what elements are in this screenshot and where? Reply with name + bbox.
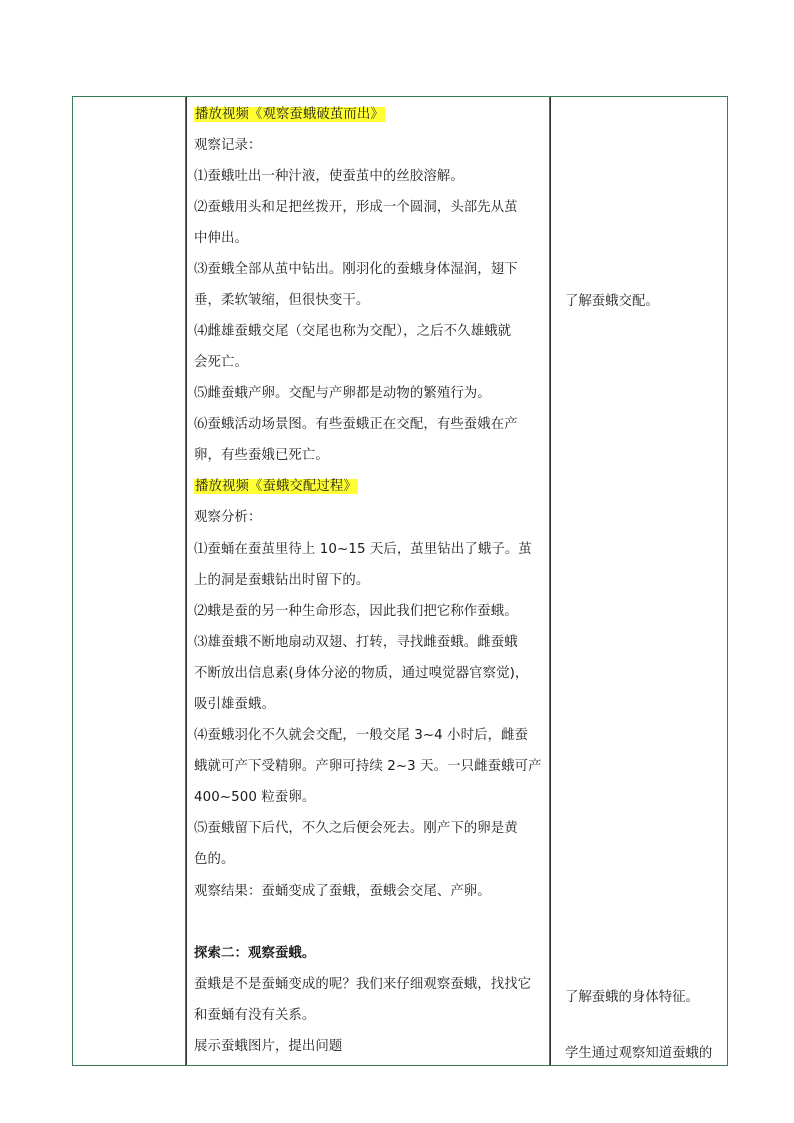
video-title-1 [194, 106, 385, 124]
video-highlight-1: 播放视频《观察蚕蛾破茧而出》 [195, 107, 384, 122]
analysis-line: ⑸蚕蛾留下后代，不久之后便会死去。刚产下的卵是黄 [194, 821, 518, 836]
analysis-title: 观察分析： [194, 510, 262, 525]
analysis-line: ⑷蚕蛾羽化不久就会交配，一般交尾 3~4 小时后，雌蚕 [194, 728, 529, 743]
explore-two-title: 探索二：观察蚕蛾。 [194, 946, 316, 961]
video-highlight-2: 播放视频《蚕蛾交配过程》 [195, 479, 357, 494]
column-divider-left-inner [186, 97, 187, 1065]
analysis-line: 上的洞是蚕蛾钻出时留下的。 [194, 573, 370, 588]
teaching-process-column [192, 97, 552, 1065]
lesson-table [72, 96, 728, 1066]
record-line: ⑶蚕蛾全部从茧中钻出。刚羽化的蚕蛾身体湿润，翅下 [194, 262, 518, 277]
analysis-line: 400~500 粒蚕卵。 [194, 790, 316, 805]
video-title-2 [194, 478, 358, 496]
analysis-line: ⑴蚕蛹在蚕茧里待上 10~15 天后，茧里钻出了蛾子。茧 [194, 542, 532, 557]
record-title: 观察记录： [194, 138, 262, 153]
record-line: 中伸出。 [194, 231, 248, 246]
analysis-line: 吸引雄蚕蛾。 [194, 697, 275, 712]
record-line: 会死亡。 [194, 355, 248, 370]
side-note-body-features: 了解蚕蛾的身体特征。 [565, 990, 699, 1005]
record-line: 垂，柔软皱缩，但很快变干。 [194, 293, 370, 308]
record-line: ⑷雌雄蚕蛾交尾（交尾也称为交配），之后不久雄蛾就 [194, 324, 512, 339]
observation-result: 观察结果：蚕蛹变成了蚕蛾，蚕蛾会交尾、产卵。 [194, 884, 491, 899]
analysis-line: ⑵蛾是蚕的另一种生命形态，因此我们把它称作蚕蛾。 [194, 604, 518, 619]
analysis-line: ⑶雄蚕蛾不断地扇动双翅、打转，寻找雌蚕蛾。雌蚕蛾 [194, 635, 518, 650]
record-line: ⑵蚕蛾用头和足把丝拨开，形成一个圆洞，头部先从茧 [194, 200, 518, 215]
design-intent-column [557, 97, 729, 1065]
explore-line: 蚕蛾是不是蚕蛹变成的呢？我们来仔细观察蚕蛾，找找它 [194, 977, 532, 992]
analysis-line: 不断放出信息素(身体分泌的物质，通过嗅觉器官察觉)， [194, 666, 529, 681]
explore-line: 展示蚕蛾图片，提出问题 [194, 1039, 343, 1054]
explore-line: 和蚕蛹有没有关系。 [194, 1008, 316, 1023]
side-note-mating: 了解蚕蛾交配。 [565, 294, 659, 309]
side-note-observation: 学生通过观察知道蚕蛾的 [565, 1046, 713, 1061]
analysis-line: 色的。 [194, 852, 235, 867]
record-line: ⑸雌蚕蛾产卵。交配与产卵都是动物的繁殖行为。 [194, 386, 491, 401]
record-line: 卵，有些蚕娥已死亡。 [194, 448, 329, 463]
record-line: ⑴蚕蛾吐出一种汁液，使蚕茧中的丝胶溶解。 [194, 169, 464, 184]
record-line: ⑹蚕蛾活动场景图。有些蚕蛾正在交配，有些蚕娥在产 [194, 417, 518, 432]
analysis-line: 蛾就可产下受精卵。产卵可持续 2~3 天。一只雌蚕蛾可产 [194, 759, 542, 774]
